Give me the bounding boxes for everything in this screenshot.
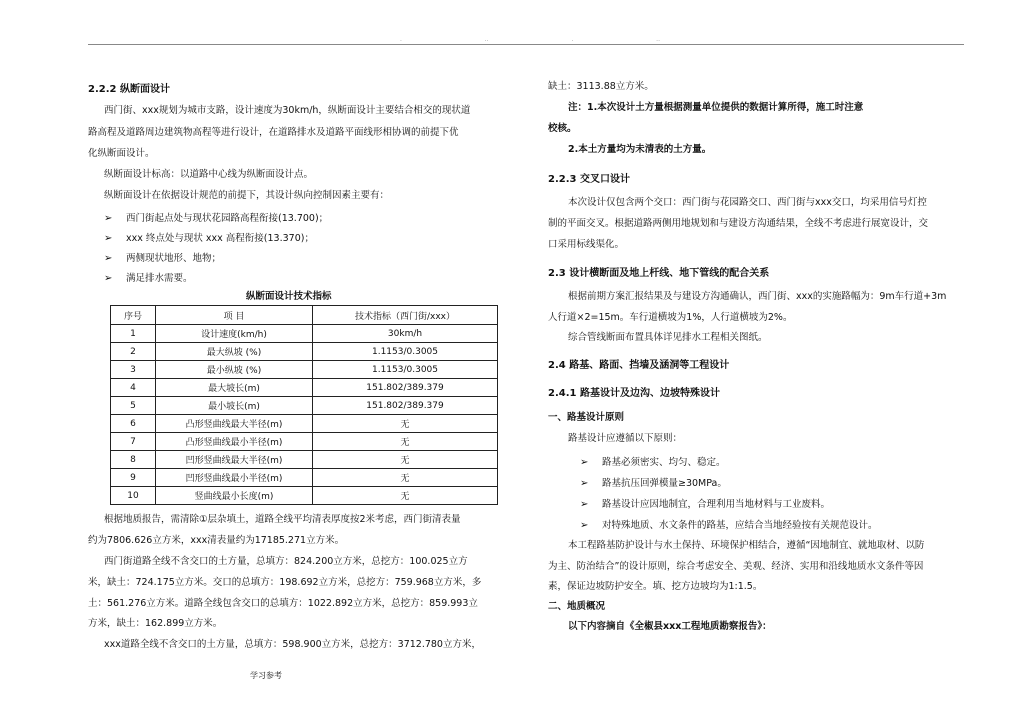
list-item-text: 路基抗压回弹模量≥30MPa。 — [602, 478, 727, 489]
cell: 1 — [111, 325, 156, 343]
table-row — [111, 433, 498, 451]
cell: 无 — [313, 415, 498, 433]
cell: 30km/h — [313, 325, 498, 343]
cell: 6 — [111, 415, 156, 433]
subheading: 二、地质概况 — [548, 601, 606, 612]
table-row — [111, 415, 498, 433]
table-row — [111, 487, 498, 505]
cell: 竖曲线最小长度(m) — [156, 487, 313, 505]
column-header: 项 目 — [156, 306, 313, 325]
header-mark: · — [400, 38, 402, 45]
list-item-text: 两侧现状地形、地物； — [126, 253, 222, 264]
paragraph: 米，缺土：724.175立方米。交口的总填方：198.692立方米，总挖方：759.968立方米，多 — [88, 577, 482, 588]
spec-table — [110, 305, 498, 505]
page-footer: 学习参考 — [250, 671, 282, 680]
table-row — [111, 469, 498, 487]
list-item-text: 西门街起点处与现状花园路高程衔接(13.700)； — [126, 213, 329, 224]
table-row — [111, 343, 498, 361]
column-header: 技术指标（西门街/xxx） — [313, 306, 498, 325]
cell: 9 — [111, 469, 156, 487]
paragraph: 以下内容摘自《全椒县xxx工程地质勘察报告》： — [568, 621, 772, 632]
section-heading-2-2-3: 2.2.3 交叉口设计 — [548, 174, 630, 185]
cell: 最大坡长(m) — [156, 379, 313, 397]
paragraph: 化纵断面设计。 — [88, 148, 155, 159]
list-item-text: 路基设计应因地制宜，合理利用当地材料与工业废料。 — [602, 499, 831, 510]
list-item — [580, 496, 830, 510]
paragraph: 路基设计应遵循以下原则： — [568, 433, 683, 444]
table-row — [111, 325, 498, 343]
subheading: 一、路基设计原则 — [548, 412, 625, 423]
table-header-row — [111, 306, 498, 325]
paragraph: 西门街道路全线不含交口的土方量，总填方：824.200立方米，总挖方：100.025立方 — [104, 556, 468, 567]
paragraph: 路高程及道路周边建筑物高程等进行设计，在道路排水及道路平面线形相协调的前提下优 — [88, 127, 459, 138]
column-header: 序号 — [111, 306, 156, 325]
section-heading-2-4-1: 2.4.1 路基设计及边沟、边坡特殊设计 — [548, 388, 720, 399]
list-item — [104, 270, 193, 284]
arrow-bullet-icon: ➢ — [580, 499, 589, 510]
header-mark: · — [571, 38, 574, 45]
paragraph: 约为7806.626立方米，xxx清表量约为17185.271立方米。 — [88, 535, 345, 546]
list-item — [104, 210, 328, 224]
cell: 7 — [111, 433, 156, 451]
section-heading-2-2-2: 2.2.2 纵断面设计 — [88, 84, 170, 95]
cell: 无 — [313, 469, 498, 487]
paragraph: 方米，缺土：162.899立方米。 — [88, 618, 223, 629]
cell: 最大纵坡 (%) — [156, 343, 313, 361]
note: 注：1.本次设计土方量根据测量单位提供的数据计算所得，施工时注意 — [568, 102, 864, 113]
note: 2.本土方量均为未清表的土方量。 — [568, 144, 712, 155]
header-marks — [400, 38, 660, 45]
cell: 151.802/389.379 — [313, 379, 498, 397]
table-row — [111, 451, 498, 469]
header-mark: ·· — [656, 38, 660, 45]
cell: 3 — [111, 361, 156, 379]
list-item-text: 满足排水需要。 — [126, 273, 193, 284]
section-heading-2-4: 2.4 路基、路面、挡墙及涵洞等工程设计 — [548, 360, 730, 371]
paragraph: 为主、防治结合”的设计原则，综合考虑安全、美观、经济、实用和沿线地质水文条件等因 — [548, 561, 924, 572]
header-mark: ·· — [484, 38, 489, 45]
arrow-bullet-icon: ➢ — [104, 253, 113, 264]
cell: 1.1153/0.3005 — [313, 343, 498, 361]
cell: 无 — [313, 487, 498, 505]
list-item — [580, 454, 726, 468]
arrow-bullet-icon: ➢ — [580, 478, 589, 489]
table-caption: 纵断面设计技术指标 — [246, 291, 332, 302]
cell: 最小纵坡 (%) — [156, 361, 313, 379]
cell: 10 — [111, 487, 156, 505]
paragraph: 素，保证边坡防护安全。填、挖方边坡均为1:1.5。 — [548, 581, 763, 592]
cell: 无 — [313, 433, 498, 451]
arrow-bullet-icon: ➢ — [580, 457, 589, 468]
cell: 凸形竖曲线最小半径(m) — [156, 433, 313, 451]
list-item — [580, 517, 878, 531]
paragraph: 纵断面设计标高：以道路中心线为纵断面设计点。 — [104, 169, 314, 180]
list-item-text: 对特殊地质、水文条件的路基，应结合当地经验按有关规范设计。 — [602, 520, 878, 531]
cell: 8 — [111, 451, 156, 469]
cell: 1.1153/0.3005 — [313, 361, 498, 379]
cell: 4 — [111, 379, 156, 397]
paragraph: 综合管线断面布置具体详见排水工程相关图纸。 — [568, 332, 768, 343]
list-item — [104, 230, 314, 244]
paragraph: 纵断面设计在依据设计规范的前提下，其设计纵向控制因素主要有： — [104, 190, 390, 201]
table-row — [111, 361, 498, 379]
cell: 2 — [111, 343, 156, 361]
table-row — [111, 397, 498, 415]
paragraph: 本次设计仅包含两个交口：西门街与花园路交口、西门街与xxx交口，均采用信号灯控 — [568, 197, 927, 208]
paragraph: 土：561.276立方米。道路全线包含交口的总填方：1022.892立方米，总挖方：859.993立 — [88, 598, 478, 609]
cell: 最小坡长(m) — [156, 397, 313, 415]
arrow-bullet-icon: ➢ — [104, 213, 113, 224]
cell: 无 — [313, 451, 498, 469]
note: 校核。 — [548, 123, 577, 134]
section-heading-2-3: 2.3 设计横断面及地上杆线、地下管线的配合关系 — [548, 268, 770, 279]
arrow-bullet-icon: ➢ — [580, 520, 589, 531]
paragraph: 制的平面交叉。根据道路两侧用地规划和与建设方沟通结果，全线不考虑进行展宽设计，交 — [548, 218, 929, 229]
cell: 151.802/389.379 — [313, 397, 498, 415]
list-item-text: xxx 终点处与现状 xxx 高程衔接(13.370)； — [126, 233, 314, 244]
list-item-text: 路基必须密实、均匀、稳定。 — [602, 457, 726, 468]
cell: 凹形竖曲线最大半径(m) — [156, 451, 313, 469]
paragraph: 口采用标线渠化。 — [548, 239, 625, 250]
cell: 凸形竖曲线最大半径(m) — [156, 415, 313, 433]
cell: 设计速度(km/h) — [156, 325, 313, 343]
arrow-bullet-icon: ➢ — [104, 233, 113, 244]
paragraph: 缺土：3113.88立方米。 — [548, 81, 654, 92]
cell: 5 — [111, 397, 156, 415]
list-item — [104, 250, 221, 264]
table-row — [111, 379, 498, 397]
list-item — [580, 475, 727, 489]
cell: 凹形竖曲线最小半径(m) — [156, 469, 313, 487]
paragraph: 根据地质报告，需清除①层杂填土，道路全线平均清表厚度按2米考虑，西门街清表量 — [104, 514, 461, 525]
paragraph: 人行道×2=15m。车行道横坡为1%，人行道横坡为2%。 — [548, 312, 793, 323]
paragraph: 西门街、xxx规划为城市支路，设计速度为30km/h，纵断面设计主要结合相交的现状道 — [104, 105, 471, 116]
arrow-bullet-icon: ➢ — [104, 273, 113, 284]
paragraph: 本工程路基防护设计与水土保持、环境保护相结合，遵循“因地制宜、就地取材、以防 — [568, 540, 925, 551]
paragraph: xxx道路全线不含交口的土方量，总填方：598.900立方米，总挖方：3712.780立方米， — [104, 639, 481, 650]
paragraph: 根据前期方案汇报结果及与建设方沟通确认，西门街、xxx的实施路幅为：9m车行道+3m — [568, 291, 947, 302]
